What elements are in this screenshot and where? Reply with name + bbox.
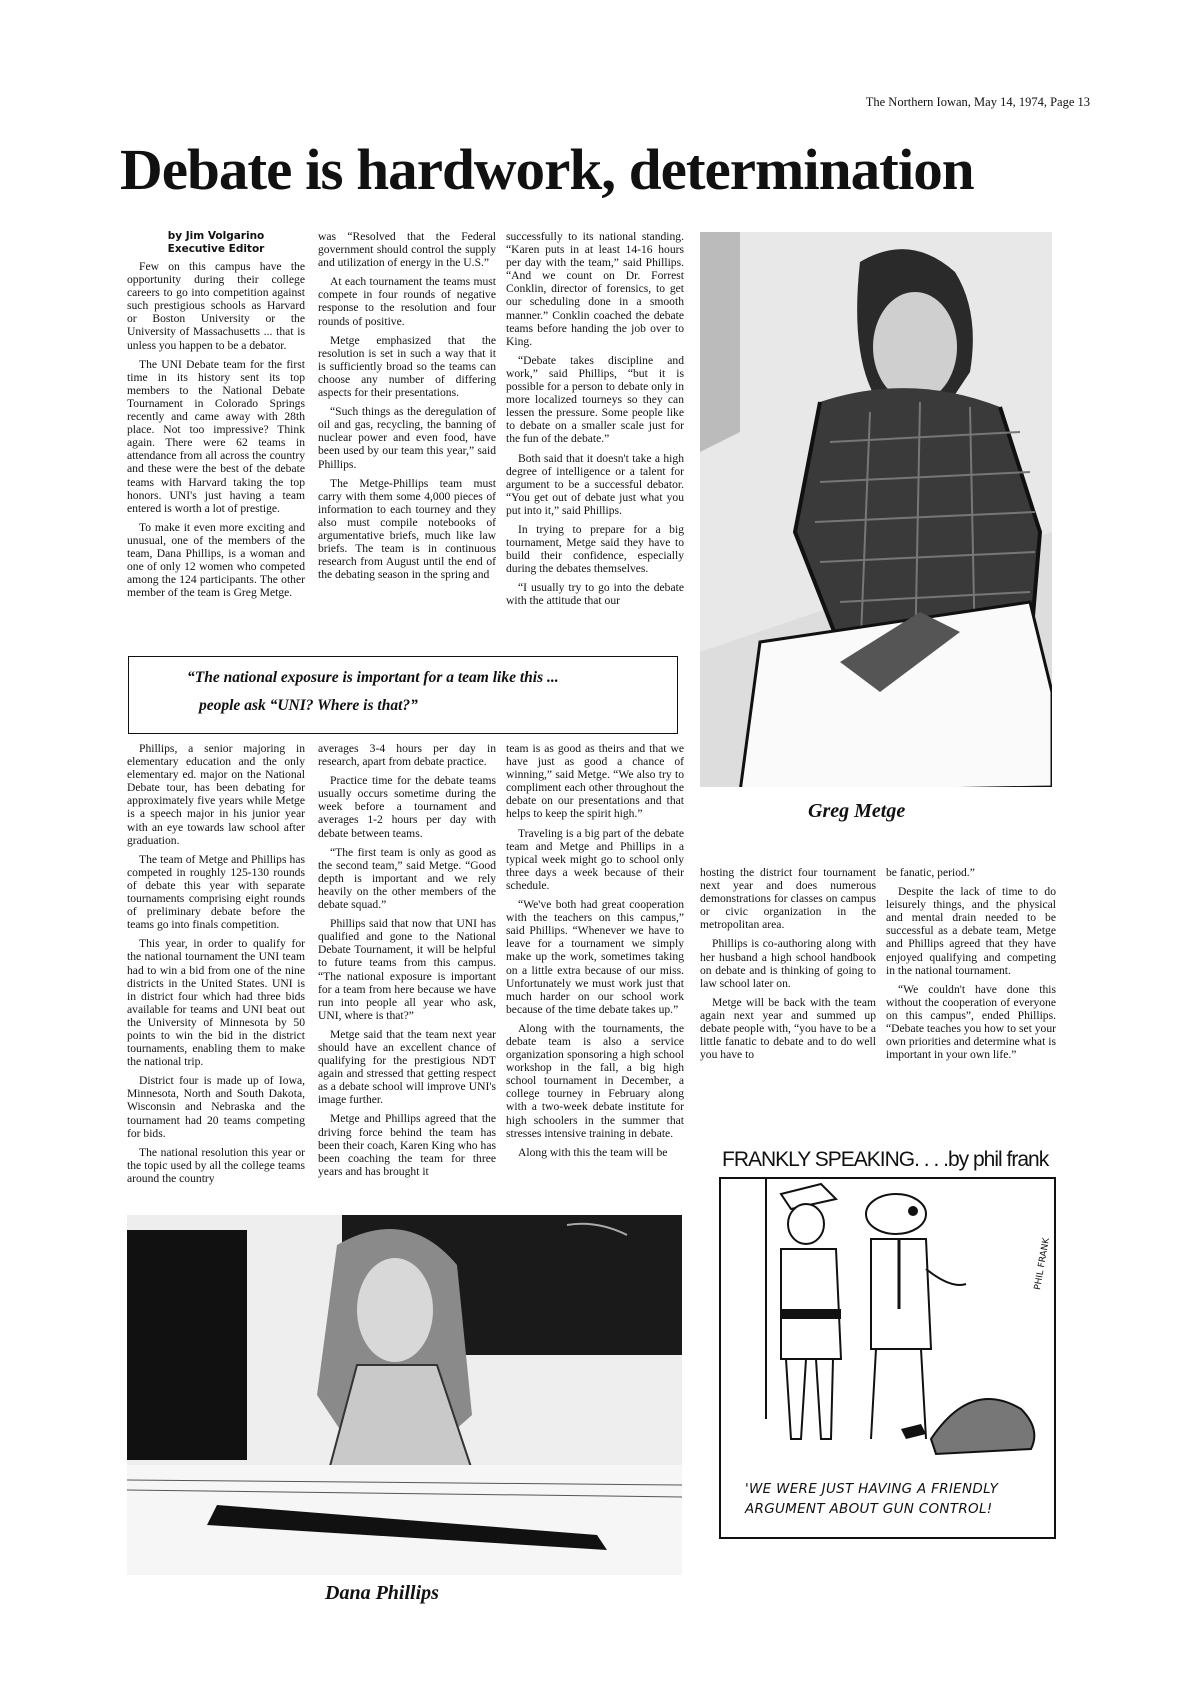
photo-dana-phillips-image bbox=[127, 1215, 682, 1575]
paragraph: Both said that it doesn't take a high degree of intelligence or a talent for argument to be a successful debator. “You get out of debate just what you put into it,” said Phillips. bbox=[506, 451, 684, 517]
paragraph: “Debate takes discipline and work,” said Phillips, “but it is possible for a person to debate only in more localized tourneys so they can lessen the pressure. Some people like to debate on a smaller scale just for the fun of the debate.” bbox=[506, 353, 684, 446]
pull-quote-line-1: “The national exposure is important for a team like this ... bbox=[187, 669, 559, 686]
paragraph: The UNI Debate team for the first time in its history sent its top members to the National Debate Tournament in Colorado Springs recently and came away with 28th place. Not too impressive? Think again. There were 62 teams in attendance from all across the country and these were the best of the debate teams with Harvard taking the top honors. UNI's just having a team entered is worth a lot of prestige. bbox=[127, 357, 305, 515]
paragraph: “We couldn't have done this without the cooperation of everyone on this campus”, ended Phillips. “Debate teaches you how to set your own priorities and determine what is important in your own life.” bbox=[886, 982, 1056, 1062]
paragraph: Metge emphasized that the resolution is set in such a way that it is sufficiently broad so the teams can choose any number of differing aspects for their presentations. bbox=[318, 333, 496, 400]
paragraph: Practice time for the debate teams usually occurs sometime during the week before a tournament and averages 1-2 hours per day with debate between teams. bbox=[318, 774, 496, 840]
paragraph: be fanatic, period.” bbox=[886, 866, 975, 879]
headline: Debate is hardwork, determination bbox=[120, 137, 974, 202]
paragraph: Phillips said that now that UNI has qualified and gone to the National Debate Tournament, it will be helpful to future teams from this campus. “The national exposure is important for a team from here because we have run into people all year who ask, UNI, where is that?” bbox=[318, 917, 496, 1022]
lower-column-4 bbox=[700, 866, 876, 1067]
paragraph: hosting the district four tournament next year and does numerous demonstrations for classes on campus or civic organization in the metropolitan area. bbox=[700, 866, 876, 932]
paragraph: was “Resolved that the Federal government should control the supply and utilization of energy in the U.S.” bbox=[318, 230, 496, 270]
lower-column-5 bbox=[886, 866, 1056, 1067]
paragraph: Few on this campus have the opportunity during their college careers to go into competition against such prestigious schools as Harvard or Boston University or the University of Massachusetts ... that is unless you happen to be a debator. bbox=[127, 260, 305, 352]
paragraph: “I usually try to go into the debate with the attitude that our bbox=[506, 581, 684, 608]
photo-caption-greg-metge: Greg Metge bbox=[808, 800, 906, 822]
paragraph: The Metge-Phillips team must carry with them some 4,000 pieces of information to each tourney and they also must compile notebooks of argumentative briefs, much like law briefs. The team is in continuous research from August until the end of the debating season in the spring and bbox=[318, 476, 496, 582]
upper-column-2 bbox=[318, 230, 496, 587]
paragraph: The national resolution this year or the topic used by all the college teams around the country bbox=[127, 1145, 305, 1185]
paragraph: Phillips is co-authoring along with her husband a high school handbook on debate and is thinking of going to law school later on. bbox=[700, 937, 876, 990]
paragraph: Along with this the team will be bbox=[518, 1145, 668, 1159]
paragraph: Metge will be back with the team again next year and summed up debate people with, “you have to be a little fanatic to debate and to do well you have to bbox=[700, 995, 876, 1062]
paragraph: In trying to prepare for a big tournament, Metge said they have to build their confidence, especially during the debates themselves. bbox=[506, 522, 684, 576]
paragraph: team is as good as theirs and that we have just as good a chance of winning,” said Metge. “We also try to compliment each other throughout the debate on our presentations and that helps to keep the spirit high.” bbox=[506, 742, 684, 821]
paragraph: Phillips, a senior majoring in elementary education and the only elementary ed. major on the National Debate tour, has been debating for approximately five years while Metge is a speech major in his junior year with an eye towards law school after graduation. bbox=[127, 742, 305, 847]
cartoon-title: FRANKLY SPEAKING. . . .by phil frank bbox=[722, 1148, 1049, 1171]
upper-column-3 bbox=[506, 230, 684, 614]
cartoon-caption bbox=[745, 1479, 998, 1519]
paragraph: successfully to its national standing. “Karen puts in at least 14-16 hours per day with the team,” said Phillips. “And we count on Dr. Forrest Conklin, director of forensics, to get our scheduling done in a smooth manner.” Conklin coached the debate teams before handing the job over to King. bbox=[506, 230, 684, 348]
cartoon-panel bbox=[719, 1177, 1056, 1539]
paragraph: Along with the tournaments, the debate team is also a service organization sponsoring a high school workshop in the fall, a big high school tournament in December, a college tourney in February along with a two-week debate institute for high schoolers in the summer that stresses intensive training in debate. bbox=[506, 1021, 684, 1140]
paragraph: averages 3-4 hours per day in research, apart from debate practice. bbox=[318, 742, 496, 769]
paragraph: The team of Metge and Phillips has competed in roughly 125-130 rounds of debate this year with separate tournaments comprising eight rounds of preliminary debate before the teams go into finals competition. bbox=[127, 852, 305, 932]
cartoon-caption-line-2: ARGUMENT ABOUT GUN CONTROL! bbox=[745, 1501, 993, 1517]
paragraph: “Such things as the deregulation of oil and gas, recycling, the banning of nuclear power and even food, have been used by our team this year,” said Phillips. bbox=[318, 405, 496, 471]
page-folio: The Northern Iowan, May 14, 1974, Page 13 bbox=[865, 95, 1090, 109]
pull-quote-line-2: people ask “UNI? Where is that?” bbox=[199, 697, 418, 714]
lower-column-3 bbox=[506, 742, 684, 1165]
byline-author: by Jim Volgarino bbox=[167, 230, 265, 242]
paragraph: Metge and Phillips agreed that the driving force behind the team has been their coach, Karen King who has been coaching the team for three years and has brought it bbox=[318, 1112, 496, 1178]
paragraph: “We've both had great cooperation with the teachers on this campus,” said Phillips. “Whenever we have to leave for a tournament we simply make up the work, sometimes taking on a little extra because of our miss. Unfortunately we must work just that much harder on our school work because of the time debate takes up.” bbox=[506, 898, 684, 1016]
pull-quote bbox=[128, 656, 678, 734]
paragraph: This year, in order to qualify for the national tournament the UNI team had to win a bid from one of the nine districts in the United States. UNI is in district four which had three bids available for teams and UNI beat out the University of Minnesota by 50 points to win the bid in the district tournaments, enabling them to make the national trip. bbox=[127, 937, 305, 1069]
photo-greg-metge-image bbox=[700, 232, 1052, 787]
lower-column-1 bbox=[127, 742, 305, 1191]
paragraph: Metge said that the team next year should have an excellent chance of qualifying for the prestigious NDT again and stressed that getting respect as a debate school will improve UNI's image further. bbox=[318, 1027, 496, 1107]
photo-caption-dana-phillips: Dana Phillips bbox=[325, 1582, 439, 1604]
paragraph: To make it even more exciting and unusual, one of the members of the team, Dana Phillips, is a woman and one of only 12 women who competed among the 124 participants. The other member of the team is Greg Metge. bbox=[127, 520, 305, 600]
upper-column-1 bbox=[127, 230, 305, 605]
cartoon-caption-line-1: 'WE WERE JUST HAVING A FRIENDLY bbox=[745, 1481, 999, 1497]
lower-column-2 bbox=[318, 742, 496, 1184]
photo-greg-metge bbox=[700, 232, 1052, 787]
photo-dana-phillips bbox=[127, 1215, 682, 1575]
paragraph: District four is made up of Iowa, Minnesota, North and South Dakota, Wisconsin and Nebraska and the tournament had 20 teams competing for bids. bbox=[127, 1074, 305, 1140]
byline-title: Executive Editor bbox=[167, 243, 265, 255]
paragraph: Despite the lack of time to do leisurely things, and the physical and mental drain needed to be successful as a debate team, Metge and Phillips agreed that they have enjoyed qualifying and competing in the national tournament. bbox=[886, 885, 1056, 977]
byline bbox=[127, 230, 305, 256]
paragraph: At each tournament the teams must compete in four rounds of negative response to the resolution and four rounds of positive. bbox=[318, 275, 496, 328]
paragraph: “The first team is only as good as the second team,” said Metge. “Good depth is important and we rely heavily on the other members of the debate squad.” bbox=[318, 845, 496, 912]
cartoon-signature: PHIL FRANK bbox=[1033, 1237, 1052, 1291]
cartoon-illustration bbox=[721, 1179, 1054, 1469]
paragraph: Traveling is a big part of the debate team and Metge and Phillips in a typical week might go to school only three days a week because of their schedule. bbox=[506, 826, 684, 892]
